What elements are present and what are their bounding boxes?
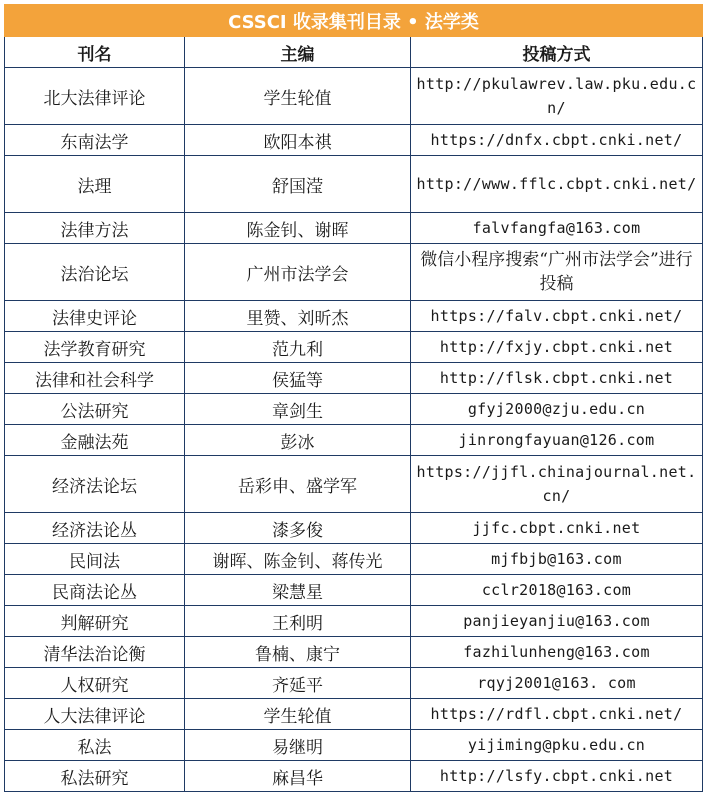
table-title-row — [5, 5, 703, 37]
editor-cell: 范九利 — [185, 332, 411, 363]
journal-name-cell: 法律史评论 — [5, 301, 185, 332]
submission-cell: panjieyanjiu@163.com — [411, 606, 703, 637]
journal-name-cell: 法学教育研究 — [5, 332, 185, 363]
submission-cell: http://pkulawrev.law.pku.edu.cn/ — [411, 68, 703, 125]
editor-cell: 陈金钊、谢晖 — [185, 213, 411, 244]
column-header-submission: 投稿方式 — [411, 37, 703, 68]
submission-cell: https://falv.cbpt.cnki.net/ — [411, 301, 703, 332]
submission-cell: cclr2018@163.com — [411, 575, 703, 606]
journal-name-cell: 经济法论坛 — [5, 456, 185, 513]
submission-cell: falvfangfa@163.com — [411, 213, 703, 244]
journal-name-cell: 民间法 — [5, 544, 185, 575]
table-row — [5, 544, 703, 575]
journal-table — [4, 4, 703, 792]
journal-name-cell: 私法研究 — [5, 761, 185, 792]
table-row — [5, 301, 703, 332]
table-row — [5, 213, 703, 244]
editor-cell: 齐延平 — [185, 668, 411, 699]
submission-cell: http://fxjy.cbpt.cnki.net — [411, 332, 703, 363]
journal-name-cell: 北大法律评论 — [5, 68, 185, 125]
submission-cell: yijiming@pku.edu.cn — [411, 730, 703, 761]
journal-name-cell: 民商法论丛 — [5, 575, 185, 606]
table-row — [5, 456, 703, 513]
journal-name-cell: 清华法治论衡 — [5, 637, 185, 668]
journal-name-cell: 公法研究 — [5, 394, 185, 425]
table-body — [5, 68, 703, 792]
table-row — [5, 730, 703, 761]
table-row — [5, 606, 703, 637]
editor-cell: 梁慧星 — [185, 575, 411, 606]
journal-name-cell: 人大法律评论 — [5, 699, 185, 730]
submission-cell: https://rdfl.cbpt.cnki.net/ — [411, 699, 703, 730]
journal-name-cell: 判解研究 — [5, 606, 185, 637]
table-row — [5, 761, 703, 792]
editor-cell: 广州市法学会 — [185, 244, 411, 301]
submission-cell: http://www.fflc.cbpt.cnki.net/ — [411, 156, 703, 213]
table-row — [5, 125, 703, 156]
table-row — [5, 425, 703, 456]
editor-cell: 易继明 — [185, 730, 411, 761]
table-header-row — [5, 37, 703, 68]
journal-name-cell: 法治论坛 — [5, 244, 185, 301]
submission-cell: http://lsfy.cbpt.cnki.net — [411, 761, 703, 792]
editor-cell: 彭冰 — [185, 425, 411, 456]
table-title: CSSCI 收录集刊目录 • 法学类 — [5, 5, 703, 37]
journal-name-cell: 金融法苑 — [5, 425, 185, 456]
journal-name-cell: 法理 — [5, 156, 185, 213]
editor-cell: 学生轮值 — [185, 68, 411, 125]
editor-cell: 谢晖、陈金钊、蒋传光 — [185, 544, 411, 575]
journal-name-cell: 经济法论丛 — [5, 513, 185, 544]
table-row — [5, 68, 703, 125]
table-row — [5, 244, 703, 301]
table-row — [5, 699, 703, 730]
column-header-editor: 主编 — [185, 37, 411, 68]
editor-cell: 王利明 — [185, 606, 411, 637]
table-row — [5, 513, 703, 544]
table-row — [5, 575, 703, 606]
submission-cell: https://jjfl.chinajournal.net.cn/ — [411, 456, 703, 513]
submission-cell: fazhilunheng@163.com — [411, 637, 703, 668]
journal-name-cell: 法律方法 — [5, 213, 185, 244]
editor-cell: 漆多俊 — [185, 513, 411, 544]
editor-cell: 鲁楠、康宁 — [185, 637, 411, 668]
editor-cell: 学生轮值 — [185, 699, 411, 730]
submission-cell: https://dnfx.cbpt.cnki.net/ — [411, 125, 703, 156]
table-row — [5, 668, 703, 699]
submission-cell: 微信小程序搜索“广州市法学会”进行投稿 — [411, 244, 703, 301]
submission-cell: gfyj2000@zju.edu.cn — [411, 394, 703, 425]
table-row — [5, 156, 703, 213]
submission-cell: rqyj2001@163. com — [411, 668, 703, 699]
journal-name-cell: 法律和社会科学 — [5, 363, 185, 394]
submission-cell: http://flsk.cbpt.cnki.net — [411, 363, 703, 394]
column-header-name: 刊名 — [5, 37, 185, 68]
journal-name-cell: 东南法学 — [5, 125, 185, 156]
editor-cell: 章剑生 — [185, 394, 411, 425]
submission-cell: mjfbjb@163.com — [411, 544, 703, 575]
submission-cell: jjfc.cbpt.cnki.net — [411, 513, 703, 544]
table-row — [5, 637, 703, 668]
submission-cell: jinrongfayuan@126.com — [411, 425, 703, 456]
editor-cell: 侯猛等 — [185, 363, 411, 394]
journal-name-cell: 私法 — [5, 730, 185, 761]
editor-cell: 麻昌华 — [185, 761, 411, 792]
table-row — [5, 332, 703, 363]
journal-name-cell: 人权研究 — [5, 668, 185, 699]
table-row — [5, 363, 703, 394]
editor-cell: 岳彩申、盛学军 — [185, 456, 411, 513]
editor-cell: 里赞、刘昕杰 — [185, 301, 411, 332]
table-row — [5, 394, 703, 425]
editor-cell: 舒国滢 — [185, 156, 411, 213]
editor-cell: 欧阳本祺 — [185, 125, 411, 156]
